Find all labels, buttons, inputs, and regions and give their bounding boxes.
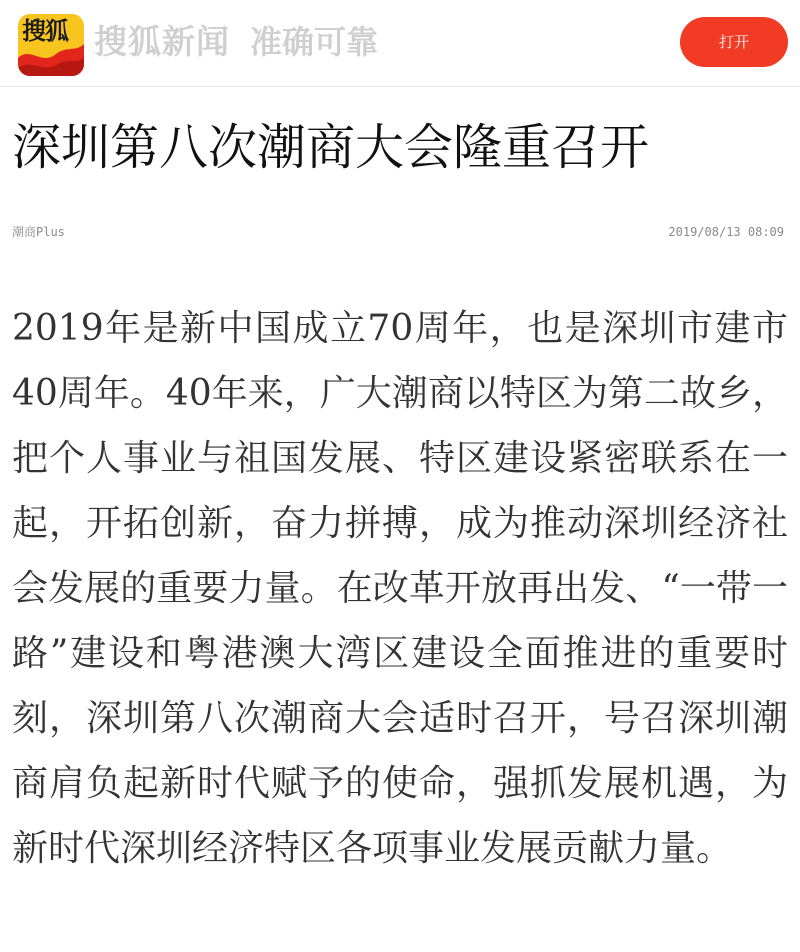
- brand-name: 搜狐新闻: [94, 22, 230, 61]
- sohu-logo-icon[interactable]: [18, 14, 84, 76]
- brand-slogan: [250, 20, 378, 64]
- article-meta: [12, 222, 784, 242]
- article-paragraph: 2019年是新中国成立70周年，也是深圳市建市40周年。40年来，广大潮商以特区为第二故乡，把个人事业与祖国发展、特区建设紧密联系在一起，开拓创新，奋力拼搏，成为推动深圳经济社会发展的重要力量。在改革开放再出发、“一带一路”建设和粤港澳大湾区建设全面推进的重要时刻，深圳第八次潮商大会适时召开，号召深圳潮商肩负起新时代赋予的使命，强抓发展机遇，为新时代深圳经济特区各项事业发展贡献力量。: [12, 308, 788, 869]
- brand-slogan-text: 准确可靠: [250, 23, 379, 61]
- article-source[interactable]: 潮商Plus: [12, 225, 65, 239]
- logo-text: 搜狐: [22, 16, 68, 45]
- open-app-button[interactable]: 打开: [680, 17, 788, 67]
- article-title: 深圳第八次潮商大会隆重召开: [12, 119, 650, 176]
- article-datetime: 2019/08/13 08:09: [668, 225, 784, 239]
- top-bar: [0, 0, 800, 87]
